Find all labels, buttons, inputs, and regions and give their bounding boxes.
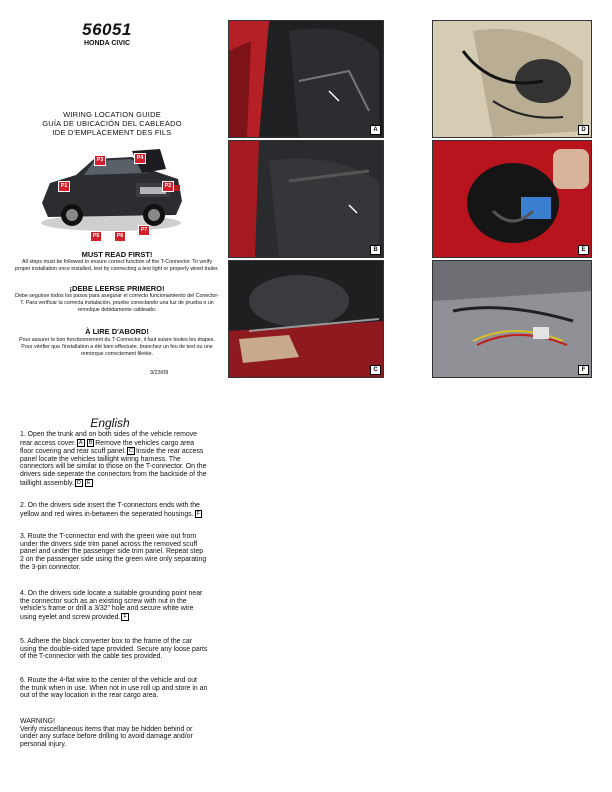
photo-b bbox=[228, 140, 384, 258]
photo-f-label: F bbox=[578, 365, 589, 375]
photo-d-image bbox=[433, 21, 591, 137]
warning-text: Verify miscellaneous items that may be hidden behind or under any surface before drilling to avoid damage and/or personal injury. bbox=[20, 725, 193, 749]
step-3 bbox=[20, 533, 208, 572]
ref-c: C bbox=[128, 448, 133, 455]
ref-f-2: F bbox=[123, 614, 127, 621]
photo-a-image bbox=[229, 21, 383, 137]
must-read-text-es: Debe seguirse todos los pasos para asegurar el correcto funcionamiento del Conector-T. Para verificar la correcta instalación, pruebe conectando una luz de prueba o un remolque debidamente cableado. bbox=[15, 293, 219, 314]
car-diagram bbox=[36, 145, 186, 245]
step-4 bbox=[20, 590, 208, 622]
must-read-text-fr: Pour assurer le bon fonctionnement du T-Connector, il faut suivre toutes les étapes. Pour vérifier que l'installation a été bien effectuée, branchez un feu de test ou une remorque correctement filetée. bbox=[19, 337, 215, 358]
step-2 bbox=[20, 502, 208, 518]
must-read-text-en: All steps must be followed to ensure correct function of the T-Connector. To verify proper installation once installed, test by connecting a test light or properly wired trailer. bbox=[15, 259, 219, 273]
photo-c-label: C bbox=[370, 365, 381, 375]
step-1-text-b: Remove the vehicles cargo area floor covering and rear scuff panel. bbox=[20, 439, 195, 456]
step-6-text: 6. Route the 4-flat wire to the center of the vehicle and out the trunk when in use. When not in use roll up and store in an out of the way location in the rear cargo area. bbox=[20, 677, 208, 700]
callout-p7: P7 bbox=[138, 225, 150, 236]
ref-f: F bbox=[196, 510, 200, 517]
step-6 bbox=[20, 677, 208, 700]
photo-e-label: E bbox=[578, 245, 589, 255]
must-read-title-es: ¡DEBE LEERSE PRIMERO! bbox=[69, 284, 165, 293]
step-1-text-a: 1. Open the trunk and on both sides of the vehicle remove rear access cover. bbox=[20, 431, 197, 447]
step-2-text: 2. On the drivers side insert the T-connectors ends with the yellow and red wires in-between the seperated housings. bbox=[20, 502, 200, 518]
car-illustration bbox=[36, 145, 186, 245]
step-3-text: 3. Route the T-connector end with the green wire out from under the drivers side trim panel across the removed scuff panel and under the passenger side trim panel. Repeat step 2 on the passenger side using the green wire only separating the 3-pin connector. bbox=[20, 533, 207, 571]
photo-c-image bbox=[229, 261, 383, 377]
callout-p2: P2 bbox=[162, 181, 174, 192]
step-1 bbox=[20, 431, 208, 487]
photo-c bbox=[228, 260, 384, 378]
photo-e-image bbox=[433, 141, 591, 257]
must-read-title-fr: À LIRE D'ABORD! bbox=[85, 327, 149, 336]
photo-f bbox=[432, 260, 592, 378]
part-number: 56051 bbox=[82, 20, 132, 39]
guide-title-en: WIRING LOCATION GUIDE bbox=[63, 110, 161, 119]
ref-a: A bbox=[78, 439, 83, 446]
vehicle-model: HONDA CIVIC bbox=[83, 40, 131, 47]
guide-title-fr: IDE D'EMPLACEMENT DES FILS bbox=[52, 128, 172, 137]
step-4-text: 4. On the drivers side locate a suitable grounding point near the connector such as an existing screw with nut in the vehicle's frame or drill a 3/32" hole and secure white wire using eyelet and screw provided. bbox=[20, 590, 203, 621]
ref-e: E bbox=[86, 479, 91, 486]
photo-e bbox=[432, 140, 592, 258]
photo-a bbox=[228, 20, 384, 138]
ref-b: B bbox=[88, 439, 93, 446]
step-5-text: 5. Adhere the black converter box to the frame of the car using the double-sided tape provided. Secure any loose parts of the T-connector with the cable ties provided. bbox=[20, 638, 208, 661]
revision-date: 3/23/09 bbox=[150, 370, 169, 376]
callout-p1: P1 bbox=[58, 181, 70, 192]
warning-title: WARNING! bbox=[20, 718, 55, 725]
photo-f-image bbox=[433, 261, 591, 377]
photo-b-image bbox=[229, 141, 383, 257]
guide-title-es: GUÍA DE UBICACIÓN DEL CABLEADO bbox=[42, 119, 182, 128]
callout-p3: P3 bbox=[94, 155, 106, 166]
callout-p6: P6 bbox=[114, 231, 126, 242]
photo-d-label: D bbox=[578, 125, 589, 135]
step-1-text-c: Inside the rear access panel locate the vehicles taillight wiring harness. The connectors will be similar to those on the T-connector. On the drivers side seperate the connectors from the backside of the taillight assembly. bbox=[20, 448, 207, 487]
english-title: English bbox=[90, 416, 130, 430]
ref-d: D bbox=[76, 479, 81, 486]
callout-p5: P5 bbox=[90, 231, 102, 242]
warning bbox=[20, 718, 208, 749]
must-read-title-en: MUST READ FIRST! bbox=[81, 250, 153, 259]
photo-d bbox=[432, 20, 592, 138]
callout-p4: P4 bbox=[134, 153, 146, 164]
photo-b-label: B bbox=[370, 245, 381, 255]
step-5 bbox=[20, 638, 208, 661]
photo-a-label: A bbox=[370, 125, 381, 135]
